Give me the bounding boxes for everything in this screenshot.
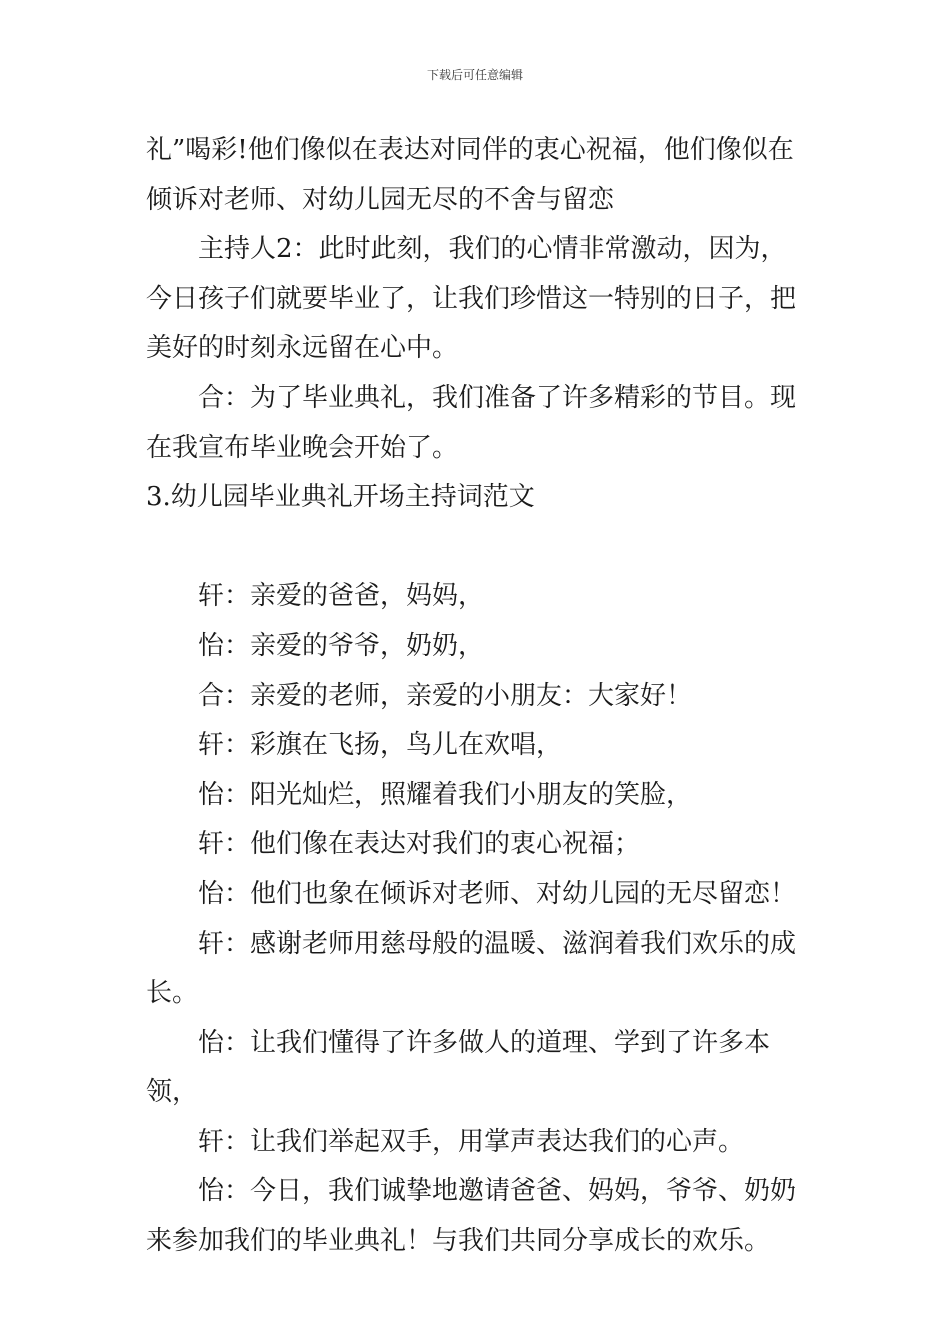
paragraph-2: 主持人2：此时此刻，我们的心情非常激动，因为，今日孩子们就要毕业了，让我们珍惜这一特别的日子，把美好的时刻永远留在心中。 bbox=[146, 234, 797, 364]
script-line: 怡：今日，我们诚挚地邀请爸爸、妈妈，爷爷、奶奶来参加我们的毕业典礼！与我们共同分享成长的欢乐。 bbox=[146, 1176, 797, 1257]
paragraph-1: 礼”喝彩!他们像似在表达对同伴的衷心祝福，他们像似在倾诉对老师、对幼儿园无尽的不舍与留恋 bbox=[146, 135, 794, 215]
section-heading: 3.幼儿园毕业典礼开场主持词范文 bbox=[146, 482, 535, 513]
script-line: 轩：他们像在表达对我们的衷心祝福； bbox=[198, 829, 641, 860]
script-line: 轩：让我们举起双手，用掌声表达我们的心声。 bbox=[198, 1126, 745, 1157]
document-body bbox=[146, 126, 810, 1267]
script-line: 轩：亲爱的爸爸，妈妈， bbox=[198, 581, 485, 612]
script-line: 怡：让我们懂得了许多做人的道理、学到了许多本领， bbox=[146, 1027, 771, 1108]
script-line: 怡：阳光灿烂，照耀着我们小朋友的笑脸， bbox=[198, 779, 693, 810]
script-line: 怡：他们也象在倾诉对老师、对幼儿园的无尽留恋！ bbox=[198, 878, 797, 909]
paragraph-3: 合：为了毕业典礼，我们准备了许多精彩的节目。现在我宣布毕业晚会开始了。 bbox=[146, 382, 797, 463]
script-line: 怡：亲爱的爷爷，奶奶， bbox=[198, 630, 485, 661]
blank-line bbox=[146, 523, 810, 573]
script-line: 合：亲爱的老师，亲爱的小朋友：大家好！ bbox=[198, 680, 693, 711]
script-line: 轩：感谢老师用慈母般的温暖、滋润着我们欢乐的成长。 bbox=[146, 928, 797, 1009]
page-header-note: 下载后可任意编辑 bbox=[426, 68, 523, 82]
script-line: 轩：彩旗在飞扬，鸟儿在欢唱， bbox=[198, 730, 563, 761]
